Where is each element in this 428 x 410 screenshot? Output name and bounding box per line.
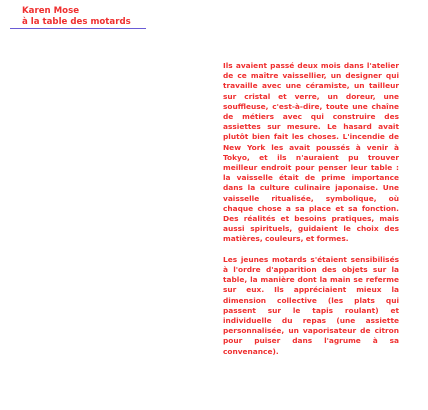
- header: [22, 6, 146, 28]
- author-name: Karen Mose: [22, 6, 80, 16]
- header-underline: [10, 28, 146, 29]
- paragraph-1: Ils avaient passé deux mois dans l'atelier de ce maître vaissellier, un designer qui travaille avec une céramiste, un tailleur sur cristal et verre, un doreur, une souffleuse, c'est-à-dire, toute une chaîne de métiers avec qui construire des assiettes sur mesure. Le hasard avait plutôt bien fait les choses. L'incendie de New York les avait poussés à venir à Tokyo, et ils n'auraient pu trouver meilleur endroit pour penser leur table : la vaisselle était de prime importance dans la culture culinaire japonaise. Une vaisselle ritualisée, symbolique, où chaque chose a sa place et sa fonction. Des réalités et besoins pratiques, mais aussi spirituels, guidaient le choix des matières, couleurs, et formes.: [223, 61, 399, 244]
- chapter-subtitle: à la table des motards: [22, 17, 131, 27]
- paragraph-2: Les jeunes motards s'étaient sensibilisés à l'ordre d'apparition des objets sur la table, la manière dont la main se referme sur eux. Ils appréciaient mieux la dimension collective (les plats qui passent sur le tapis roulant) et individuelle du repas (une assiette personnalisée, un vaporisateur de citron pour puiser dans l'agrume à sa convenance).: [223, 254, 399, 356]
- body-text: [223, 61, 399, 357]
